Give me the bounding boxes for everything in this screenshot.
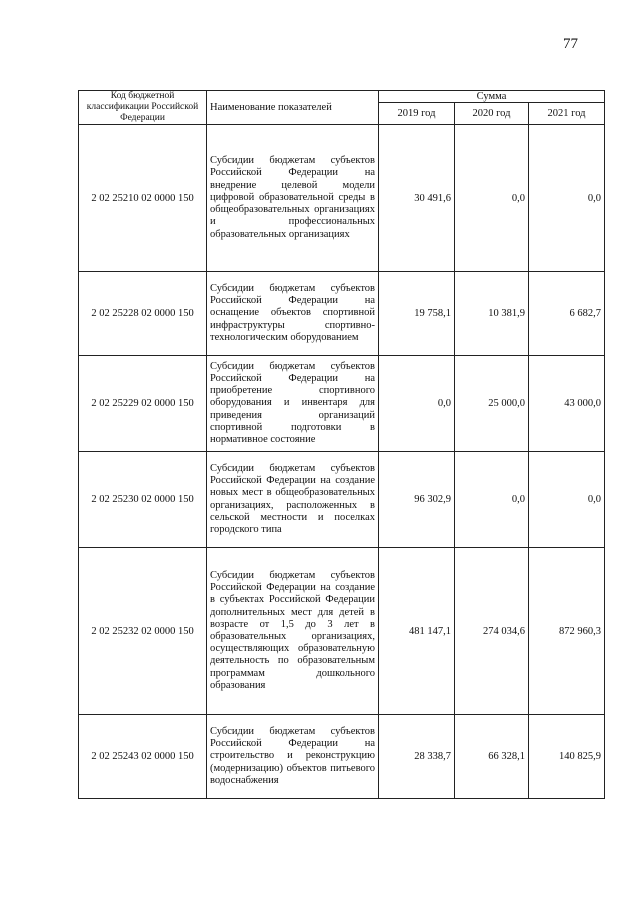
- budget-code: 2 02 25210 02 0000 150: [79, 125, 207, 272]
- amount-2021: 0,0: [529, 452, 605, 548]
- table-row: [79, 548, 605, 715]
- amount-2021: 6 682,7: [529, 272, 605, 356]
- indicator-name: Субсидии бюджетам субъектов Российской Федерации на внедрение целевой модели цифровой образовательной среды в общеобразовательных организациях и профессиональных образовательных организациях: [207, 125, 379, 272]
- amount-2021: 43 000,0: [529, 356, 605, 452]
- amount-2021: 872 960,3: [529, 548, 605, 715]
- sum-group-header: Сумма: [379, 91, 605, 103]
- amount-2020: 10 381,9: [455, 272, 529, 356]
- amount-2020: 0,0: [455, 125, 529, 272]
- page-number: 77: [563, 36, 578, 52]
- amount-2019: 28 338,7: [379, 715, 455, 799]
- budget-code: 2 02 25228 02 0000 150: [79, 272, 207, 356]
- amount-2019: 19 758,1: [379, 272, 455, 356]
- amount-2019: 96 302,9: [379, 452, 455, 548]
- year-header-2021: 2021 год: [529, 103, 605, 125]
- amount-2019: 481 147,1: [379, 548, 455, 715]
- code-column-header: Код бюджетной классификации Российской Федерации: [79, 91, 207, 125]
- table-row: [79, 715, 605, 799]
- budget-code: 2 02 25230 02 0000 150: [79, 452, 207, 548]
- year-header-2020: 2020 год: [455, 103, 529, 125]
- amount-2020: 66 328,1: [455, 715, 529, 799]
- table-row: [79, 272, 605, 356]
- year-header-2019: 2019 год: [379, 103, 455, 125]
- indicator-name: Субсидии бюджетам субъектов Российской Федерации на оснащение объектов спортивной инфраструктуры спортивно-технологическим оборудованием: [207, 272, 379, 356]
- budget-table: [78, 90, 605, 799]
- indicator-name: Субсидии бюджетам субъектов Российской Федерации на создание в субъектах Российской Федерации дополнительных мест для детей в возрасте от 1,5 до 3 лет в образовательных организациях, осуществляющих образовательную деятельность по образовательным программам дошкольного образования: [207, 548, 379, 715]
- indicator-name: Субсидии бюджетам субъектов Российской Федерации на приобретение спортивного оборудования и инвентаря для приведения организаций спортивной подготовки в нормативное состояние: [207, 356, 379, 452]
- amount-2019: 0,0: [379, 356, 455, 452]
- table-row: [79, 356, 605, 452]
- amount-2020: 0,0: [455, 452, 529, 548]
- table-row: [79, 452, 605, 548]
- amount-2020: 274 034,6: [455, 548, 529, 715]
- budget-code: 2 02 25229 02 0000 150: [79, 356, 207, 452]
- name-column-header: Наименование показателей: [207, 91, 379, 125]
- indicator-name: Субсидии бюджетам субъектов Российской Федерации на создание новых мест в общеобразовательных организациях, расположенных в сельской местности и поселках городского типа: [207, 452, 379, 548]
- amount-2021: 140 825,9: [529, 715, 605, 799]
- amount-2021: 0,0: [529, 125, 605, 272]
- budget-code: 2 02 25232 02 0000 150: [79, 548, 207, 715]
- amount-2020: 25 000,0: [455, 356, 529, 452]
- budget-code: 2 02 25243 02 0000 150: [79, 715, 207, 799]
- indicator-name: Субсидии бюджетам субъектов Российской Федерации на строительство и реконструкцию (модернизацию) объектов питьевого водоснабжения: [207, 715, 379, 799]
- table-row: [79, 125, 605, 272]
- amount-2019: 30 491,6: [379, 125, 455, 272]
- header-row-top: [79, 91, 605, 103]
